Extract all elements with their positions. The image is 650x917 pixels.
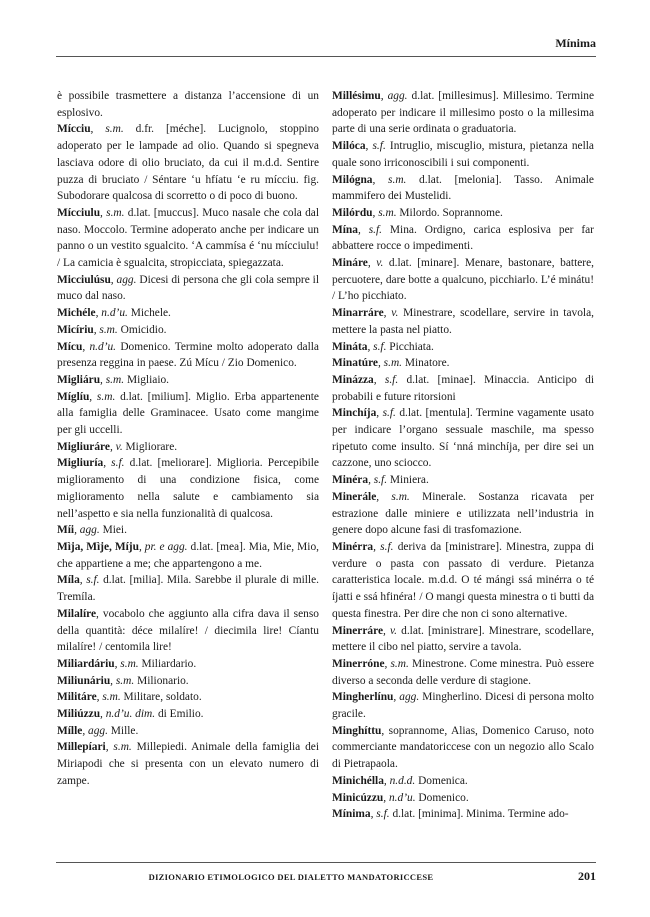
- entry-headword: Míi: [57, 524, 75, 537]
- dictionary-entry: [332, 138, 594, 171]
- dictionary-entry: [57, 539, 319, 572]
- entry-definition: , soprannome, Alias, Domenico Caruso, noto commerciante mandatoriccese con un negozio allo Scalo di Pietrapaola.: [332, 724, 594, 771]
- dictionary-entry: [332, 689, 594, 722]
- entry-headword: Migliuría: [57, 457, 104, 470]
- entry-definition: d.lat. [mentula]. Termine vagamente usato per indicare l’organo sessuale maschile, ma spesso ripetuto come insulto. Sí ‘nná minchíja, per dire sei un cazzone, uno sciocco.: [332, 407, 594, 470]
- entry-headword: Míla: [57, 574, 80, 587]
- entry-headword: Minchíja: [332, 407, 377, 420]
- entry-headword: Minerále: [332, 490, 377, 503]
- dictionary-entry: [57, 372, 319, 389]
- dictionary-entry: [332, 172, 594, 205]
- dictionary-entry: [332, 205, 594, 222]
- dictionary-entry: [332, 88, 594, 138]
- entry-definition: Mina. Ordigno, carica esplosiva per far abbattere rocce o impedimenti.: [332, 223, 594, 253]
- entry-grammar: , s.f.: [79, 574, 100, 587]
- entry-definition: è possibile trasmettere a distanza l’accensione di un esplosivo.: [57, 90, 319, 119]
- dictionary-entry: [332, 806, 594, 823]
- entry-definition: d.lat. [meliorare]. Miglioria. Percepibile miglioramento di una condizione fisica, come miglioramento nella salute e cambiamento sia nell’aspetto e sia nella funzionalità di qualcosa.: [57, 457, 319, 520]
- dictionary-entry: [57, 205, 319, 272]
- entry-grammar: , agg.: [380, 90, 408, 102]
- entry-definition: Omicidio.: [117, 323, 167, 336]
- dictionary-entry: [57, 455, 319, 522]
- entry-grammar: , s.m.: [372, 206, 397, 219]
- entry-headword: Mícu: [57, 340, 83, 353]
- entry-definition: Picchiata.: [386, 340, 434, 353]
- entry-definition: Dicesi di persona che gli cola sempre il muco dal naso.: [57, 273, 319, 303]
- entry-headword: Mìja, Mìje, Míju: [57, 540, 139, 553]
- entry-headword: Michéle: [57, 307, 96, 320]
- entry-definition: deriva da [ministrare]. Minestra, zuppa di verdure o pasta con passato di verdure. Pietanza caratteristica locale. m.d.d. O té mángi ssá minérra o té íjatti e ssá hfinéra! / O mangi questa minestra o ti butti da questa finestra. Per dire che non ci sono alternative.: [332, 540, 594, 620]
- entry-headword: Milógna: [332, 173, 373, 186]
- entry-headword: Minerráre: [332, 624, 384, 637]
- entry-grammar: , s.f.: [373, 373, 399, 386]
- entry-headword: Minéra: [332, 474, 369, 487]
- entry-headword: Minerróne: [332, 657, 385, 670]
- entry-headword: Migliáru: [57, 373, 101, 386]
- entry-definition: d.lat. [mea]. Mia, Mie, Mio, che appartiene a me; che appartengono a me.: [57, 540, 319, 570]
- dictionary-entry: [57, 88, 319, 121]
- entry-grammar: , agg.: [74, 524, 100, 537]
- entry-grammar: , s.m.: [100, 373, 125, 386]
- dictionary-entry: [57, 656, 319, 673]
- entry-headword: Mináta: [332, 340, 368, 353]
- entry-headword: Minázza: [332, 373, 374, 386]
- entry-grammar: , s.f.: [357, 223, 383, 236]
- entry-headword: Micciulúsu: [57, 273, 111, 286]
- entry-headword: Míglíu: [57, 390, 90, 403]
- entry-headword: Minicúzzu: [332, 791, 384, 804]
- dictionary-entry: [332, 339, 594, 356]
- entry-definition: , vocabolo che aggiunto alla cifra dava il senso della quantità: déce milalíre! / diecimila lire! Cíantu milalíre! / centomila lire!: [57, 607, 319, 654]
- entry-definition: d.lat. [minare]. Menare, bastonare, battere, percuotere, dare botte a qualcuno, picchiarlo. L’é minátu! / L’ho picchiato.: [332, 257, 594, 303]
- entry-headword: Miliunáriu: [57, 674, 111, 687]
- dictionary-entry: [57, 723, 319, 740]
- entry-headword: Minarráre: [332, 307, 384, 320]
- entry-headword: Minichélla: [332, 774, 384, 787]
- entry-grammar: , s.f.: [373, 540, 394, 553]
- entry-grammar: , v.: [383, 307, 399, 320]
- entry-headword: Migliuráre: [57, 440, 110, 453]
- entry-headword: Miliúzzu: [57, 708, 101, 721]
- entry-grammar: , s.f.: [367, 340, 387, 353]
- dictionary-entry: [332, 355, 594, 372]
- entry-grammar: , v.: [383, 624, 398, 637]
- dictionary-entry: [57, 522, 319, 539]
- entry-definition: Minestrone. Come minestra. Può essere diverso a seconda delle verdure di stagione.: [332, 657, 594, 687]
- entry-definition: Intruglio, miscuglio, mistura, pietanza nella quale sono irriconoscibili i sui componenti.: [332, 140, 594, 169]
- dictionary-entry: [57, 389, 319, 439]
- entry-definition: Domenico.: [415, 791, 469, 804]
- header-title: Mínima: [555, 36, 596, 50]
- entry-headword: Milóca: [332, 140, 366, 153]
- dictionary-entry: [332, 222, 594, 255]
- entry-headword: Minérra: [332, 540, 374, 553]
- entry-definition: d.fr. [méche]. Lucignolo, stoppino adoperato per le lampade ad olio. Quando si spegneva lasciava odore di olio bruciato, da cui il m.d.d. Sentire puzza di bruciato / Séntare ‘u hfíatu ‘e ru mícciu. fig. Subodorare qualcosa di scorretto o di poco di buono.: [57, 123, 319, 203]
- dictionary-entry: [332, 790, 594, 807]
- entry-definition: Milordo. Soprannome.: [396, 206, 503, 219]
- entry-grammar: , v.: [109, 440, 123, 453]
- entry-grammar: , agg.: [393, 691, 420, 704]
- entry-grammar: , s.m.: [114, 657, 139, 670]
- entry-definition: Mingherlino. Dicesi di persona molto gracile.: [332, 691, 594, 721]
- entry-grammar: , s.f.: [103, 457, 125, 470]
- entry-definition: d.lat. [ministrare]. Minestrare, scodellare, mettere il cibo nel piatto, servire a tavola.: [332, 624, 594, 654]
- entry-grammar: , pr. e agg.: [138, 540, 188, 553]
- entry-headword: Mícciu: [57, 123, 91, 136]
- dictionary-entry: [332, 489, 594, 539]
- entry-grammar: , s.f.: [365, 140, 386, 153]
- entry-definition: Domenica.: [415, 774, 468, 787]
- entry-grammar: , n.d’u.: [95, 307, 128, 320]
- dictionary-entry: [57, 339, 319, 372]
- entry-grammar: , s.m.: [89, 390, 116, 403]
- entry-definition: Minerale. Sostanza ricavata per estrazione dalle miniere e utilizzata nell’industria in genere dopo alcune fasi di trasfomazione.: [332, 490, 594, 537]
- entry-grammar: , s.m.: [384, 657, 409, 670]
- entry-definition: Milionario.: [134, 674, 189, 687]
- entry-headword: Micíriu: [57, 323, 94, 336]
- dictionary-entry: [57, 322, 319, 339]
- dictionary-entry: [332, 723, 594, 773]
- page-number: 201: [578, 869, 596, 883]
- entry-definition: Militare, soldato.: [120, 691, 202, 704]
- entry-grammar: , s.m.: [376, 490, 410, 503]
- entry-grammar: , n.d.d.: [383, 774, 416, 787]
- entry-headword: Milalíre: [57, 607, 97, 620]
- entry-headword: Miliardáriu: [57, 657, 115, 670]
- entry-headword: Mínima: [332, 808, 371, 821]
- entry-grammar: , s.m.: [110, 674, 135, 687]
- dictionary-entry: [332, 656, 594, 689]
- entry-headword: Mináre: [332, 257, 368, 270]
- left-column: [57, 88, 319, 790]
- entry-headword: Mingherlínu: [332, 691, 394, 704]
- entry-definition: Minestrare, scodellare, servire in tavola, mettere la pasta nel piatto.: [332, 307, 594, 336]
- entry-grammar: , agg.: [110, 273, 137, 286]
- entry-definition: Domenico. Termine molto adoperato dalla presenza reggina in paese. Zú Mícu / Zio Domenico.: [57, 340, 319, 370]
- entry-definition: d.lat. [minae]. Minaccia. Anticipo di probabili e future ritorsioni: [332, 373, 594, 403]
- entry-grammar: , s.f.: [368, 474, 388, 487]
- entry-grammar: , s.f.: [376, 407, 396, 420]
- dictionary-entry: [57, 739, 319, 789]
- dictionary-entry: [332, 305, 594, 338]
- entry-headword: Millésimu: [332, 90, 381, 102]
- entry-grammar: , agg.: [82, 724, 108, 737]
- entry-headword: Millepíari: [57, 741, 106, 754]
- dictionary-entry: [332, 405, 594, 472]
- dictionary-entry: [57, 706, 319, 723]
- footer-title: DIZIONARIO ETIMOLOGICO DEL DIALETTO MANDATORICCESE: [148, 872, 434, 882]
- dictionary-entry: [57, 572, 319, 605]
- entry-headword: Mícciulu: [57, 206, 101, 219]
- entry-definition: Migliorare.: [122, 440, 178, 453]
- right-column: [332, 88, 594, 823]
- entry-grammar: , s.m.: [96, 691, 121, 704]
- entry-definition: d.lat. [milium]. Miglio. Erba appartenente alla famiglia delle Graminacee. Usato come mangime per gli uccelli.: [57, 390, 319, 437]
- entry-headword: Milórdu: [332, 206, 373, 219]
- entry-definition: d.lat. [muccus]. Muco nasale che cola dal naso. Moccolo. Termine adoperato anche per indicare un panno o un vestito sgualcito. ‘A cammísa é ‘nu mícciulu! / La camicia è sgualcita, stropicciata, spiegazzata.: [57, 206, 319, 270]
- entry-grammar: , s.m.: [100, 206, 125, 219]
- entry-headword: Minatúre: [332, 357, 378, 370]
- dictionary-entry: [332, 255, 594, 305]
- entry-definition: Miliardario.: [138, 657, 197, 670]
- entry-definition: Miei.: [99, 524, 127, 537]
- entry-definition: d.lat. [melonia]. Tasso. Animale mammifero dei Mustelidi.: [332, 173, 594, 203]
- entry-grammar: , s.m.: [377, 357, 403, 370]
- dictionary-entry: [332, 372, 594, 405]
- header-rule: [56, 56, 596, 57]
- entry-grammar: , n.d’u. dim.: [100, 708, 156, 721]
- dictionary-entry: [332, 472, 594, 489]
- entry-grammar: , s.m.: [90, 123, 124, 136]
- entry-definition: Millepiedi. Animale della famiglia dei Miriapodi che si presenta con un elevato numero di zampe.: [57, 741, 319, 787]
- dictionary-entry: [57, 305, 319, 322]
- entry-grammar: , n.d’u.: [383, 791, 416, 804]
- dictionary-entry: [57, 689, 319, 706]
- entry-headword: Minghíttu: [332, 724, 382, 737]
- dictionary-entry: [57, 673, 319, 690]
- entry-headword: Mílle: [57, 724, 83, 737]
- entry-grammar: , v.: [367, 257, 384, 270]
- entry-grammar: , n.d’u.: [82, 340, 117, 353]
- entry-grammar: , s.f.: [370, 808, 390, 821]
- entry-definition: Migliaio.: [124, 373, 170, 386]
- entry-grammar: , s.m.: [105, 741, 132, 754]
- dictionary-entry: [57, 272, 319, 305]
- entry-definition: d.lat. [minima]. Minima. Termine ado-: [389, 808, 569, 821]
- dictionary-entry: [57, 121, 319, 205]
- entry-headword: Mína: [332, 223, 358, 236]
- dictionary-entry: [57, 439, 319, 456]
- entry-headword: Militáre: [57, 691, 97, 704]
- dictionary-entry: [57, 606, 319, 656]
- entry-definition: di Emilio.: [155, 708, 204, 721]
- entry-definition: Minatore.: [402, 357, 450, 370]
- entry-definition: Michele.: [127, 307, 171, 320]
- footer-rule: [56, 862, 596, 863]
- entry-grammar: , s.m.: [93, 323, 118, 336]
- entry-definition: Mille.: [107, 724, 139, 737]
- dictionary-entry: [332, 539, 594, 623]
- entry-grammar: , s.m.: [372, 173, 407, 186]
- entry-definition: d.lat. [millesimus]. Millesimo. Termine adoperato per indicare il millesimo posto o la millesima parte di una serie ordinata o graduatoria.: [332, 90, 594, 136]
- dictionary-entry: [332, 773, 594, 790]
- dictionary-entry: [332, 623, 594, 656]
- entry-definition: d.lat. [milia]. Mila. Sarebbe il plurale di mille. Tremíla.: [57, 574, 319, 604]
- entry-definition: Miniera.: [387, 474, 429, 487]
